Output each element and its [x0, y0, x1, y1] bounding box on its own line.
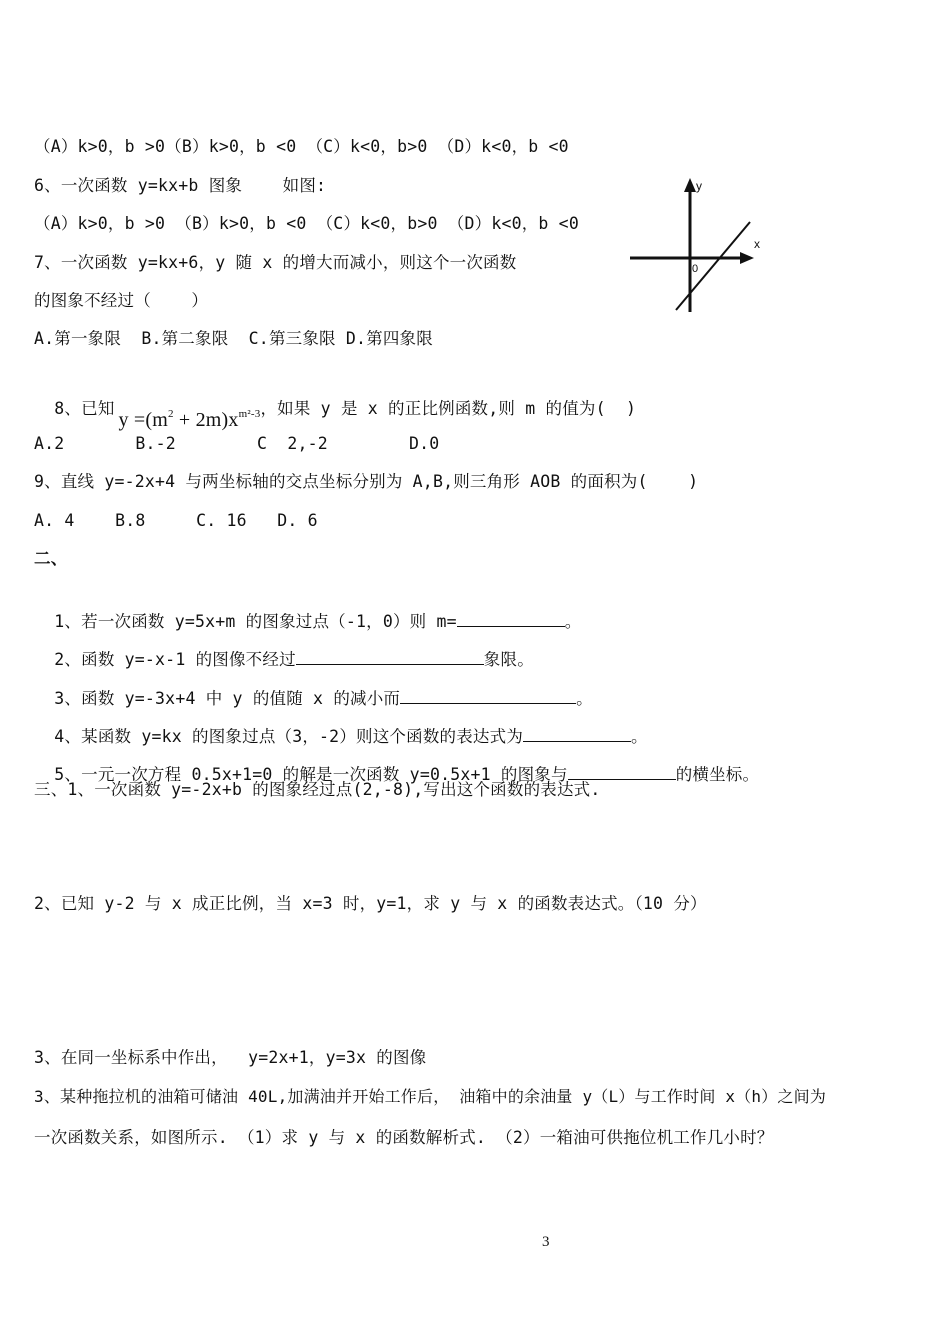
q7-text-line1: 7、一次函数 y=kx+6，y 随 x 的增大而减小，则这个一次函数 [34, 253, 517, 272]
fill-4: 4、某函数 y=kx 的图象过点（3，-2）则这个函数的表达式为 。 [34, 702, 648, 748]
fill-5-blank[interactable] [568, 762, 676, 780]
q8-suffix: ，如果 y 是 x 的正比例函数,则 m 的值为( ) [260, 399, 637, 418]
fill-1: 1、若一次函数 y=5x+m 的图象过点（-1，0）则 m= 。 [34, 587, 582, 633]
y-axis-label: y [696, 179, 702, 193]
fill-2-blank[interactable] [296, 647, 484, 665]
q7-options: A.第一象限 B.第二象限 C.第三象限 D.第四象限 [34, 329, 433, 348]
section-three-q3: 3、在同一坐标系中作出， y=2x+1，y=3x 的图像 [34, 1048, 427, 1067]
section-three-q4-line2: 一次函数关系，如图所示. （1）求 y 与 x 的函数解析式. （2）一箱油可供拖位机工作几小时？ [34, 1128, 774, 1147]
q8-formula: $y =(m^2 + 2m)x^{m^2-3}$ [118, 408, 261, 431]
page-number: 3 [542, 1234, 550, 1250]
q9-text: 9、直线 y=-2x+4 与两坐标轴的交点坐标分别为 A,B,则三角形 AOB 的面积为( ) [34, 472, 699, 491]
section-two-heading: 二、 [34, 549, 68, 568]
section-three-q2: 2、已知 y-2 与 x 成正比例，当 x=3 时，y=1，求 y 与 x 的函数表达式。（10 分） [34, 894, 707, 913]
q8-prefix: 8、已知 [54, 399, 115, 418]
x-axis-label: x [754, 237, 760, 251]
q7-text-line2: 的图象不经过（ ） [34, 291, 209, 310]
function-line [676, 222, 750, 310]
x-axis-arrow [740, 252, 754, 264]
q6-options: （A）k>0，b >0 （B）k>0，b <0 （C）k<0，b>0 （D）k<0，b <0 [34, 214, 579, 233]
y-axis-arrow [684, 178, 696, 192]
q8-text [34, 369, 637, 431]
q8-options: A.2 B.-2 C 2,-2 D.0 [34, 434, 440, 453]
section-three-q4-line1: 3、某种拖拉机的油箱可储油 40L,加满油并开始工作后， 油箱中的余油量 y（L）与工作时间 x（h）之间为 [34, 1087, 827, 1106]
q6-graph [626, 176, 766, 316]
q9-options: A. 4 B.8 C. 16 D. 6 [34, 511, 318, 530]
fill-2: 2、函数 y=-x-1 的图像不经过 象限。 [34, 625, 534, 671]
origin-label: 0 [692, 263, 699, 275]
fill-3: 3、函数 y=-3x+4 中 y 的值随 x 的减小而 。 [34, 664, 593, 710]
q6-text: 6、一次函数 y=kx+b 图象 如图: [34, 176, 327, 195]
q5-options: （A）k>0，b >0（B）k>0，b <0 （C）k<0，b>0 （D）k<0，b <0 [34, 137, 569, 156]
fill-5: 5、一元一次方程 0.5x+1=0 的解是一次函数 y=0.5x+1 的图象与 的横坐标。 [34, 740, 759, 786]
section-three-q1: 三、1、一次函数 y=-2x+b 的图象经过点(2,-8),写出这个函数的表达式. [34, 780, 601, 799]
